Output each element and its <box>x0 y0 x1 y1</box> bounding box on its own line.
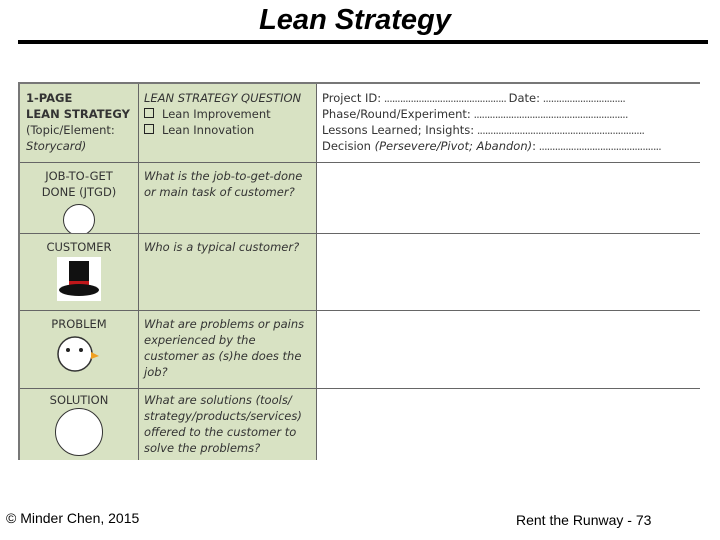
row-question: What are problems or pains experienced by the customer as (s)he does the job? <box>144 317 305 379</box>
top-hat-icon <box>57 257 101 301</box>
decision-options: (Persevere/Pivot; Abandon) <box>374 139 533 153</box>
decision-label: Decision <box>322 139 371 153</box>
row-divider <box>20 233 700 234</box>
date-label: Date: <box>508 91 540 105</box>
row-label: CUSTOMER <box>46 240 112 254</box>
row-solution-label <box>20 388 138 460</box>
row-customer-question <box>138 233 316 310</box>
row-problem-answer[interactable] <box>316 310 700 388</box>
row-customer-answer[interactable] <box>316 233 700 310</box>
row-problem-question <box>138 310 316 388</box>
header-col1 <box>20 84 138 162</box>
row-jtgd-label <box>20 162 138 233</box>
option-label: Lean Innovation <box>162 123 255 137</box>
lessons-label: Lessons Learned; Insights: <box>322 123 475 137</box>
row-label: JOB-TO-GET DONE (JTGD) <box>41 169 117 199</box>
row-solution-answer[interactable] <box>316 388 700 460</box>
copyright: © Minder Chen, 2015 <box>6 510 140 526</box>
option-lean-innovation[interactable] <box>144 122 310 138</box>
row-jtgd-question <box>138 162 316 233</box>
row-divider <box>20 162 700 163</box>
project-id-label: Project ID: <box>322 91 382 105</box>
row-problem-label <box>20 310 138 388</box>
row-question: Who is a typical customer? <box>144 240 300 254</box>
row-solution-question <box>138 388 316 460</box>
option-lean-improvement[interactable] <box>144 106 310 122</box>
row-divider <box>20 310 700 311</box>
column-divider <box>316 84 317 460</box>
column-divider <box>138 84 139 460</box>
header-line: (Topic/Element: <box>26 123 115 137</box>
row-label: SOLUTION <box>49 393 109 407</box>
circle-icon <box>63 204 95 236</box>
title-divider <box>18 40 708 44</box>
checkbox-icon[interactable] <box>144 108 154 118</box>
header-fields: Project ID: .............................................. Date: ............................... Phase/Round/Experiment: .......................................................... Lessons Learned; Insights: ............................................................... Decision (Persevere/Pivot; Abandon): .............................................. <box>316 84 700 162</box>
row-divider <box>20 388 700 389</box>
slide-title: Lean Strategy <box>259 4 451 36</box>
header-line: Storycard) <box>26 139 87 153</box>
header-col2 <box>138 84 316 162</box>
header-line: LEAN STRATEGY <box>26 107 130 121</box>
row-jtgd-answer[interactable] <box>316 162 700 233</box>
header-line: 1-PAGE <box>26 91 73 105</box>
lean-strategy-table <box>18 82 700 460</box>
bird-face-icon <box>51 332 107 374</box>
row-label: PROBLEM <box>51 317 107 331</box>
colon: : <box>532 139 536 153</box>
question-title: LEAN STRATEGY QUESTION <box>144 91 302 105</box>
row-question: What is the job-to-get-done or main task of customer? <box>144 169 303 199</box>
circle-icon <box>55 408 103 456</box>
option-label: Lean Improvement <box>162 107 271 121</box>
row-question: What are solutions (tools/ strategy/products/services) offered to the customer to solve the problems? <box>144 393 302 455</box>
page-number: Rent the Runway - 73 <box>516 512 652 528</box>
phase-label: Phase/Round/Experiment: <box>322 107 471 121</box>
row-customer-label <box>20 233 138 310</box>
checkbox-icon[interactable] <box>144 124 154 134</box>
